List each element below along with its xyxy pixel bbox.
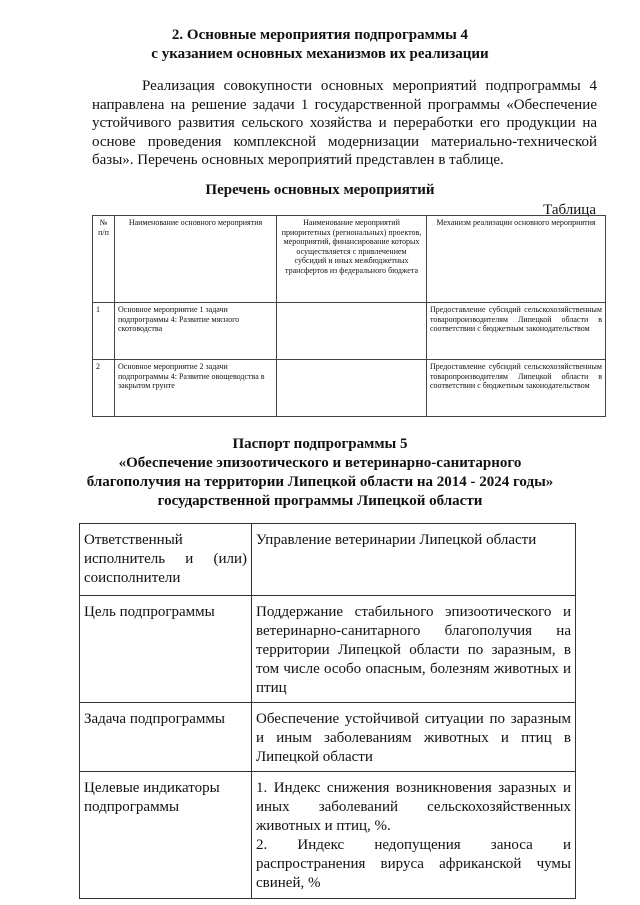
passport-heading — [0, 435, 640, 511]
row-name: Основное мероприятие 2 задачи подпрограммы 4: Развитие овощеводства в закрытом грунте — [115, 360, 277, 417]
passport-value: Обеспечение устойчивой ситуации по заразным и иным заболеваниям животных и птиц в Липецкой области — [252, 703, 576, 772]
table-label: Таблица — [543, 202, 596, 218]
measures-table — [92, 215, 606, 417]
row-mechanism: Предоставление субсидий сельскохозяйственным товаропроизводителям Липецкой области в соответствии с бюджетным законодательством — [427, 303, 606, 360]
header-name: Наименование основного мероприятия — [115, 216, 277, 303]
indicator-1: 1. Индекс снижения возникновения заразных и иных заболеваний сельскохозяйственных животных и птиц, %. — [256, 780, 571, 834]
header-num: № п/п — [93, 216, 115, 303]
table-row — [80, 772, 576, 899]
table-row — [93, 360, 606, 417]
passport-title-line-1: Паспорт подпрограммы 5 — [232, 436, 408, 452]
row-mechanism: Предоставление субсидий сельскохозяйственным товаропроизводителям Липецкой области в соответствии с бюджетным законодательством — [427, 360, 606, 417]
passport-label — [80, 524, 252, 596]
section-heading — [0, 26, 640, 64]
section-title-line-2: с указанием основных механизмов их реализации — [151, 46, 489, 62]
passport-table — [79, 523, 576, 899]
table-row — [80, 596, 576, 703]
row-projects — [277, 360, 427, 417]
indicator-2: 2. Индекс недопущения заноса и распространения вируса африканской чумы свиней, % — [256, 837, 571, 891]
row-projects — [277, 303, 427, 360]
passport-value: Поддержание стабильного эпизоотического и ветеринарно-санитарного благополучия на территории Липецкой области по заразным, в том числе особо опасным, болезням животных и птиц — [252, 596, 576, 703]
passport-title-line-4: государственной программы Липецкой области — [157, 493, 483, 509]
passport-value — [252, 772, 576, 899]
table-row — [93, 303, 606, 360]
intro-paragraph: Реализация совокупности основных мероприятий подпрограммы 4 направлена на решение задачи 1 государственной программы «Обеспечение устойчивого развития сельского хозяйства и переработки его продукции на основе проведения комплексной модернизации материально-технической базы». Перечень основных мероприятий представлен в таблице. — [92, 78, 597, 168]
passport-value: Управление ветеринарии Липецкой области — [252, 524, 576, 596]
passport-title-line-2: «Обеспечение эпизоотического и ветеринарно-санитарного — [118, 455, 522, 471]
section-title-line-1: 2. Основные мероприятия подпрограммы 4 — [171, 27, 469, 43]
row-num: 1 — [93, 303, 115, 360]
row-name: Основное мероприятие 1 задачи подпрограммы 4: Развитие мясного скотоводства — [115, 303, 277, 360]
passport-label: Цель подпрограммы — [80, 596, 252, 703]
header-projects: Наименование мероприятий приоритетных (региональных) проектов, мероприятий, финансирование которых осуществляется с привлечением субсидий и иных межбюджетных трансфертов из федерального бюджета — [277, 216, 427, 303]
table-row — [80, 703, 576, 772]
header-mechanism: Механизм реализации основного мероприятия — [427, 216, 606, 303]
measures-table-header — [93, 216, 606, 303]
measures-list-title: Перечень основных мероприятий — [205, 182, 435, 198]
label-executor: Ответственный исполнитель и (или) соисполнители — [84, 532, 247, 586]
row-num: 2 — [93, 360, 115, 417]
passport-label: Целевые индикаторы подпрограммы — [80, 772, 252, 899]
passport-label: Задача подпрограммы — [80, 703, 252, 772]
passport-title-line-3: благополучия на территории Липецкой области на 2014 - 2024 годы» — [86, 474, 554, 490]
table-row — [80, 524, 576, 596]
